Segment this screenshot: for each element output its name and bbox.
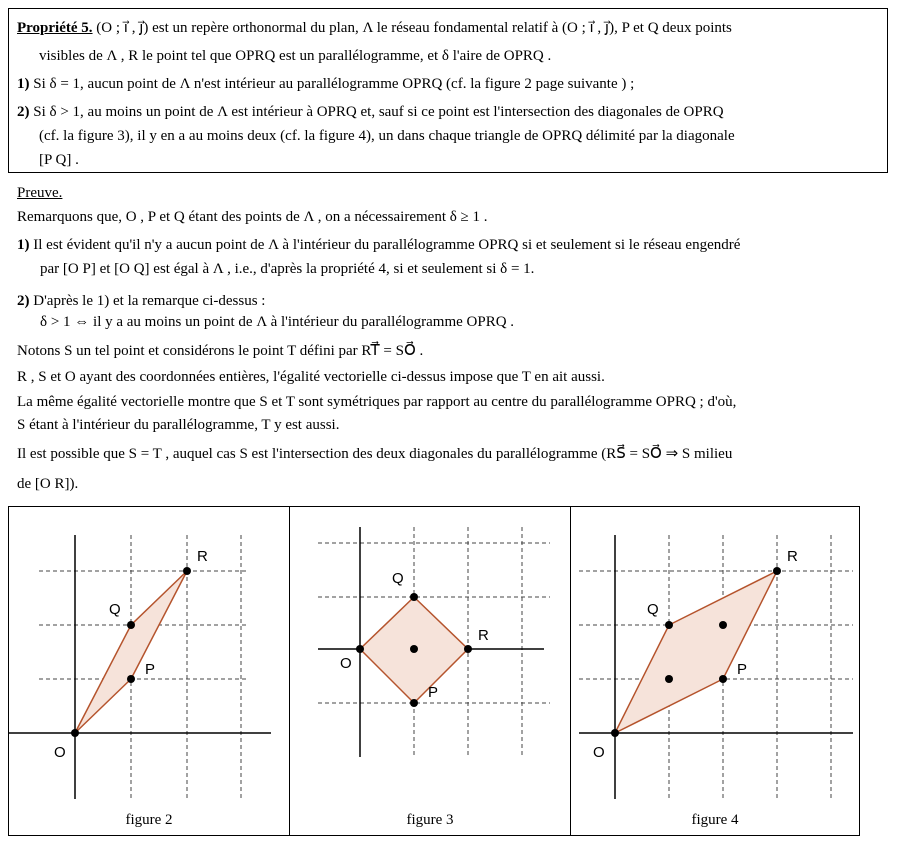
figure-4-point-s xyxy=(665,675,673,683)
figure-4-label-o: O xyxy=(593,744,605,761)
property-box xyxy=(8,8,888,173)
proof-item-2-equivalence: δ > 1 ⇔ il y a au moins un point de Λ à l'intérieur du parallélogramme OPRQ . xyxy=(40,314,515,330)
proof-item-2-number: 2) xyxy=(17,293,30,309)
proof-paragraph-coordinates: R , S et O ayant des coordonnées entières, l'égalité vectorielle ci-dessus impose que T en ait aussi. xyxy=(17,369,605,385)
figure-3-point-o xyxy=(356,645,364,653)
figure-4-point-o xyxy=(611,729,619,737)
figure-3-point-r xyxy=(464,645,472,653)
figure-4-label-q: Q xyxy=(647,601,659,618)
proof-item-1-number: 1) xyxy=(17,237,30,253)
figure-4-diagram xyxy=(571,507,859,807)
figures-panel xyxy=(8,506,860,836)
proof-paragraph-midpoint-line-2: de [O R]). xyxy=(17,476,79,492)
property-item-1 xyxy=(17,75,634,93)
figure-2-label-o: O xyxy=(54,744,66,761)
property-item-1-text: Si δ = 1, aucun point de Λ n'est intérieur au parallélogramme OPRQ (cf. la figure 2 page suivante ) ; xyxy=(33,76,635,92)
figure-2-point-o xyxy=(71,729,79,737)
figure-4-label-p: P xyxy=(737,661,748,678)
property-line-1 xyxy=(17,19,732,37)
figure-3-label-q: Q xyxy=(392,570,404,587)
proof-item-2 xyxy=(17,292,265,310)
figure-2-diagram xyxy=(9,507,289,807)
property-item-2-line-2: (cf. la figure 3), il y en a au moins deux (cf. la figure 4), un dans chaque triangle de OPRQ délimité par la diagonale xyxy=(39,128,735,144)
figure-2-point-q xyxy=(127,621,135,629)
figure-4-parallelogram xyxy=(615,571,777,733)
property-line-2: visibles de Λ , R le point tel que OPRQ est un parallélogramme, et δ l'aire de OPRQ . xyxy=(39,48,552,64)
figure-2 xyxy=(9,507,289,835)
proof-item-1 xyxy=(17,236,740,254)
property-title: Propriété 5. xyxy=(17,20,93,36)
property-line-1-text: (O ; i⃗ , j⃗) est un repère orthonormal du plan, Λ le réseau fondamental relatif à (O ; i⃗ , j⃗), P et Q deux points xyxy=(96,20,732,36)
figure-2-axes xyxy=(9,535,271,799)
figure-4-point-q xyxy=(665,621,673,629)
property-item-2-number: 2) xyxy=(17,104,30,120)
figure-4-caption: figure 4 xyxy=(691,812,739,828)
figure-4 xyxy=(571,507,859,835)
figure-3-point-q xyxy=(410,593,418,601)
figure-2-point-r xyxy=(183,567,191,575)
figure-2-caption: figure 2 xyxy=(125,812,173,828)
property-item-1-number: 1) xyxy=(17,76,30,92)
figure-2-point-p xyxy=(127,675,135,683)
proof-remark: Remarquons que, O , P et Q étant des points de Λ , on a nécessairement δ ≥ 1 . xyxy=(17,209,488,225)
property-item-2-line-3: [P Q] . xyxy=(39,152,79,168)
proof-paragraph-symmetry-line-1: La même égalité vectorielle montre que S et T sont symétriques par rapport au centre du parallélogramme OPRQ ; d'où, xyxy=(17,394,737,410)
figure-2-parallelogram xyxy=(75,571,187,733)
figure-4-point-p xyxy=(719,675,727,683)
figure-3-label-o: O xyxy=(340,655,352,672)
proof-item-1-line-1: Il est évident qu'il n'y a aucun point de Λ à l'intérieur du parallélogramme OPRQ si et seulement si le réseau engendré xyxy=(33,237,741,253)
figure-4-label-r: R xyxy=(787,548,798,565)
figure-3-diagram xyxy=(290,507,570,807)
property-item-2 xyxy=(17,103,724,121)
figure-3-label-r: R xyxy=(478,627,489,644)
proof-item-2-line-1: D'après le 1) et la remarque ci-dessus : xyxy=(33,293,266,309)
figure-3-caption: figure 3 xyxy=(406,812,454,828)
figure-3-point-s xyxy=(410,645,418,653)
proof-paragraph-notons: Notons S un tel point et considérons le point T défini par RT⃗ = SO⃗ . xyxy=(17,343,424,359)
figure-2-label-p: P xyxy=(145,661,156,678)
figure-2-label-r: R xyxy=(197,548,208,565)
proof-paragraph-midpoint-line-1: Il est possible que S = T , auquel cas S est l'intersection des deux diagonales du parallélogramme (RS⃗ = SO⃗ ⇒ S milieu xyxy=(17,446,733,462)
figure-4-point-r xyxy=(773,567,781,575)
figure-3-point-p xyxy=(410,699,418,707)
figure-3 xyxy=(290,507,570,835)
figure-3-label-p: P xyxy=(428,684,439,701)
proof-item-1-line-2: par [O P] et [O Q] est égal à Λ , i.e., d'après la propriété 4, si et seulement si δ = 1. xyxy=(40,261,535,277)
figure-2-grid xyxy=(39,535,249,799)
proof-heading: Preuve. xyxy=(17,185,63,201)
property-item-2-line-1: Si δ > 1, au moins un point de Λ est intérieur à OPRQ et, sauf si ce point est l'intersection des diagonales de OPRQ xyxy=(33,104,724,120)
figure-4-point-t xyxy=(719,621,727,629)
figure-2-label-q: Q xyxy=(109,601,121,618)
proof-paragraph-symmetry-line-2: S étant à l'intérieur du parallélogramme, T y est aussi. xyxy=(17,417,340,433)
